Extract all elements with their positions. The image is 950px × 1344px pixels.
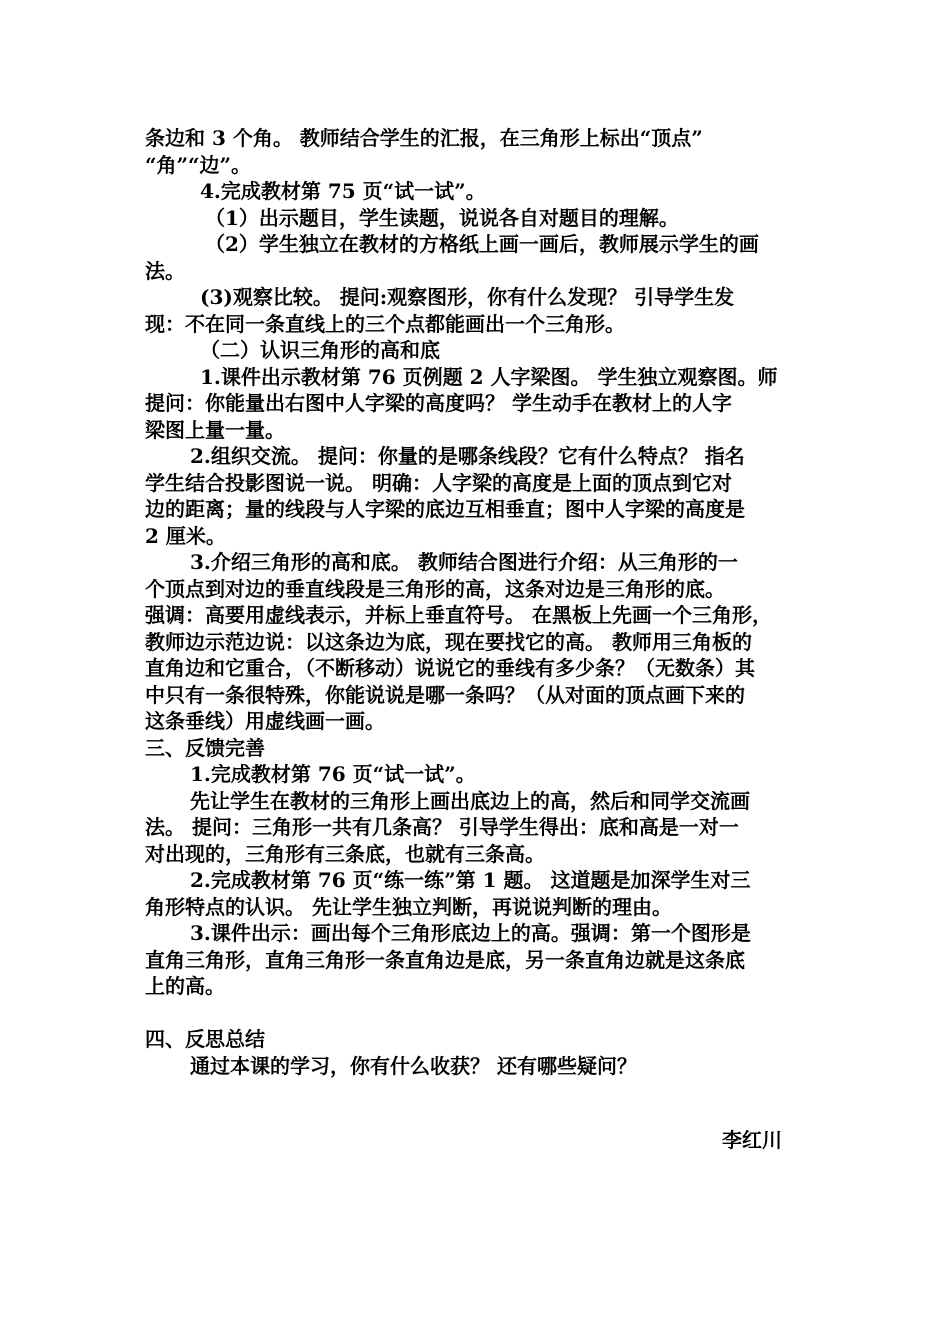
text-line: 直角边和它重合，（不断移动）说说它的垂线有多少条？（无数条）其	[145, 656, 755, 680]
text-line: 提问：你能量出右图中人字梁的高度吗？ 学生动手在教材上的人字	[145, 391, 732, 415]
text-line: （1）出示题目，学生读题，说说各自对题目的理解。	[205, 206, 679, 230]
text-line: 上的高。	[145, 974, 225, 998]
section-heading: 四、反思总结	[145, 1027, 265, 1051]
text-line: 梁图上量一量。	[145, 418, 285, 442]
text-line: 个顶点到对边的垂直线段是三角形的高，这条对边是三角形的底。	[145, 577, 725, 601]
text-line: 条边和 3 个角。 教师结合学生的汇报，在三角形上标出“顶点”	[145, 126, 703, 150]
text-line: 直角三角形，直角三角形一条直角边是底，另一条直角边就是这条底	[145, 948, 745, 972]
text-line: 2.完成教材第 76 页“练一练”第 1 题。 这道题是加深学生对三	[190, 868, 751, 892]
text-line: 1.课件出示教材第 76 页例题 2 人字梁图。 学生独立观察图。师	[200, 365, 778, 389]
text-line: 学生结合投影图说一说。 明确：人字梁的高度是上面的顶点到它对	[145, 471, 732, 495]
text-line: 教师边示范边说：以这条边为底，现在要找它的高。 教师用三角板的	[145, 630, 752, 654]
section-heading: 三、反馈完善	[145, 736, 265, 760]
text-line: 3.课件出示：画出每个三角形底边上的高。强调：第一个图形是	[190, 921, 751, 945]
text-line: 4.完成教材第 75 页“试一试”。	[200, 179, 486, 203]
text-line: （2）学生独立在教材的方格纸上画一画后，教师展示学生的画	[205, 232, 759, 256]
text-line: 对出现的，三角形有三条底，也就有三条高。	[145, 842, 545, 866]
text-line: 法。	[145, 259, 185, 283]
text-line: 3.介绍三角形的高和底。 教师结合图进行介绍：从三角形的一	[190, 550, 738, 574]
text-line: 2 厘米。	[145, 524, 226, 548]
text-line: 2.组织交流。 提问：你量的是哪条线段？它有什么特点？ 指名	[190, 444, 745, 468]
text-line: 角形特点的认识。 先让学生独立判断，再说说判断的理由。	[145, 895, 672, 919]
text-line: 法。 提问：三角形一共有几条高？ 引导学生得出：底和高是一对一	[145, 815, 739, 839]
text-line: 这条垂线）用虚线画一画。	[145, 709, 385, 733]
text-line: 通过本课的学习，你有什么收获？ 还有哪些疑问？	[190, 1054, 637, 1078]
text-line: 中只有一条很特殊，你能说说是哪一条吗？（从对面的顶点画下来的	[145, 683, 745, 707]
text-line: (3)观察比较。 提问:观察图形，你有什么发现？ 引导学生发	[200, 285, 735, 309]
author-signature: 李红川	[722, 1128, 782, 1152]
text-line: 先让学生在教材的三角形上画出底边上的高，然后和同学交流画	[190, 789, 750, 813]
text-line: 边的距离；量的线段与人字梁的底边互相垂直；图中人字梁的高度是	[145, 497, 745, 521]
text-line: 强调：高要用虚线表示，并标上垂直符号。 在黑板上先画一个三角形，	[145, 603, 772, 627]
section-heading: （二）认识三角形的高和底	[200, 338, 440, 362]
text-line: “角”“边”。	[145, 153, 252, 177]
text-line: 1.完成教材第 76 页“试一试”。	[190, 762, 476, 786]
text-line: 现：不在同一条直线上的三个点都能画出一个三角形。	[145, 312, 625, 336]
